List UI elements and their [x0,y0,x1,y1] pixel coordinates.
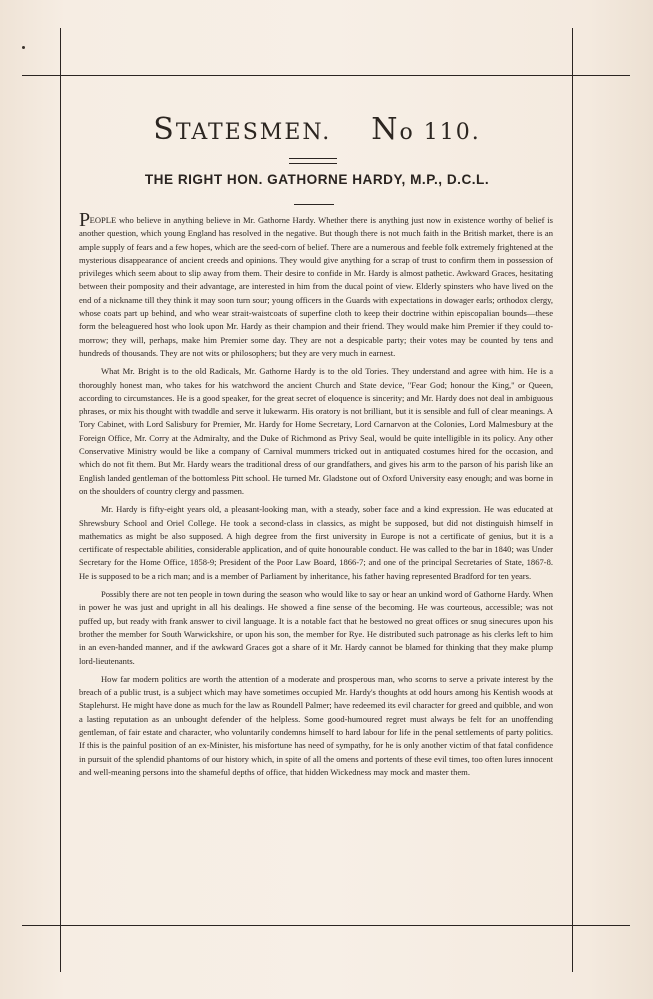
article-body [79,209,553,784]
frame-rule-top [22,75,630,76]
article-title: THE RIGHT HON. GATHORNE HARDY, M.P., D.C.L. [144,172,490,187]
paragraph-1: PEOPLE who believe in anything believe in Mr. Gathorne Hardy. Whether there is anything just now in existence worthy of belief is another question, which young England has resolved in the negative. But though there is not much faith in the British market, there is an ample supply of fears and a few hopes, which are the seed-corn of belief. There are a numerous and feeble folk extremely frightened at the mysterious disappearance of ancient creeds and opinions. They would give anything for a scrap of trust to confirm them in possession of privileges which seem about to slip away from them. Their desire to confide in Mr. Hardy is almost pathetic. Awkward Graces, hesitating between their pomposity and their advantage, are interested in him from the ducal point of view. Elderly spinsters who have lived on the end of a nickname till they think it may soon turn sour; young officers in the Guards with expectations in dowager earls; orthodox clergy, whose coats part up behind, and who wear strait-waistcoats of superfine cloth to keep their doctrine within episcopalian bounds—these form the beleaguered host who look upon Mr. Hardy as their champion and their friend. They would make him Premier if they could to-morrow; they will, perhaps, make him Premier some day. They are not a despicable party; their votes may be counted by tens and hundreds of thousands. They are not wits or philosophers; but they are very much in earnest. [79,209,553,358]
paragraph-3: Mr. Hardy is fifty-eight years old, a pleasant-looking man, with a steady, sober face and a kind expression. He was educated at Shrewsbury School and Oriel College. He took a second-class in classics, as might be supposed, but did not distinguish himself in mathematics as might be also supposed. A high degree from the first university in Europe is not a certificate of genius, but it is a certificate of respectable abilities, considerable application, and of quite honourable conduct. He was called to the bar in 1840; was Under Secretary for the Home Office, 1858-9; President of the Poor Law Board, 1866-7; and one of the principal Secretaries of State, 1867-8. He is supposed to be a rich man; and is a member of Parliament by inheritance, his father having represented Bradford for ten years. [79,504,553,581]
series-number: No 110. [371,112,481,147]
frame-rule-right [572,28,573,972]
series-name: STATESMEN. [153,112,332,147]
drop-cap: P [79,209,90,231]
paper-speck [22,46,25,49]
title-rule [294,204,334,205]
paragraph-2: What Mr. Bright is to the old Radicals, Mr. Gathorne Hardy is to the old Tories. They understand and agree with him. He is a thoroughly honest man, who takes for his watchword the ancient Church and State device, "Fear God; honour the King," or Queen, according to circumstances. He is a good speaker, for the great secret of eloquence is sincerity; and Mr. Hardy does not deal in ambiguous phrases, or mix his thought with twaddle and serve it lukewarm. His oratory is not brilliant, but it is sensible and full of clear meanings. A Tory Cabinet, with Lord Salisbury for Premier, Mr. Hardy for Home Secretary, Lord Carnarvon at the Colonies, Lord Malmesbury at the Foreign Office, Mr. Corry at the Admiralty, and the Duke of Richmond as Privy Seal, would be quite intelligible in its policy. Any other Conservative Ministry would be like a company of Carnival mummers tricked out in antiquated costumes hired for the occasion, and which do not fit them. But Mr. Hardy wears the traditional dress of our grandfathers, and gives his arm to the parson of his parish like an English landed gentleman of the bottomless Pitt school. He turned Mr. Gladstone out of Oxford University easy enough; and was borne in on the shoulders of country clergy and passmen. [79,366,553,496]
series-heading [62,112,572,147]
frame-rule-left [60,28,61,972]
paragraph-4: Possibly there are not ten people in town during the season who would like to say or hear an unkind word of Gathorne Hardy. When in power he was just and upright in all his dealings. He showed a fine sense of the becoming. He was courteous, accessible; was not puffed up, but ready with frank answer to civil language. It is a notable fact that he bestowed no great offices or snug sinecures upon his brother the member for South Warwickshire, or upon his son, the member for Rye. He distributed such patronage as his clerks left to him in an even-handed manner, and if the awkward Graces got a share of it Mr. Hardy cannot be blamed for thinking that they make plump lord-lieutenants. [79,589,553,666]
paragraph-5: How far modern politics are worth the attention of a moderate and prosperous man, who scorns to serve a private interest by the breach of a public trust, is a subject which may have sometimes occupied Mr. Hardy's thoughts at odd hours among his Kentish woods at Staplehurst. He might have done as much for the law as Roundell Palmer; have redeemed its evil character for greed and quibble, and won a lasting reputation as an unbought defender of the helpless. Some good-humoured regret must always be felt for an unoffending gentleman, of fair estate and character, who voluntarily condemns himself to hard labour for life in the penal settlements of party politics. If this is the painful position of an ex-Minister, his misfortune has need of sympathy, for he is only another victim of that fatal confidence in pursuit of the splendid phantoms of our history which, in spite of all the omens and portents of these evil times, too often lures innocent and well-meaning persons into the shameful depths of office, that hidden Wickedness may mock and master them. [79,673,553,777]
frame-rule-bottom [22,925,630,926]
double-rule-divider [289,158,337,164]
